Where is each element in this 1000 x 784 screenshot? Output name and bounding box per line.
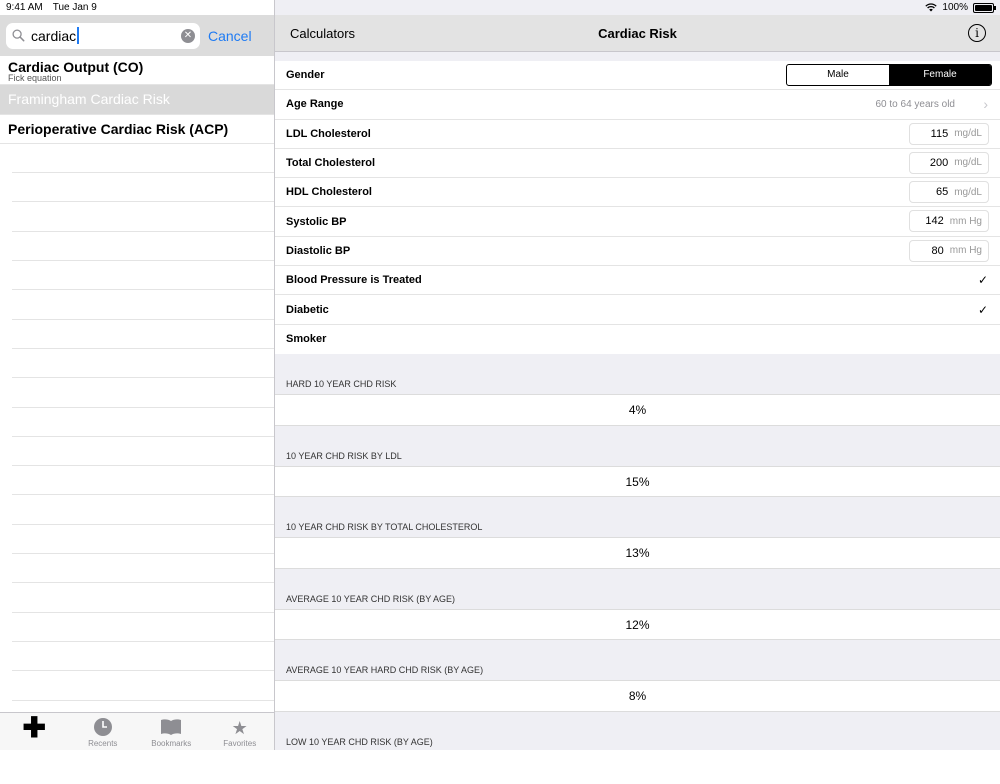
book-icon	[160, 717, 182, 739]
search-icon	[12, 29, 25, 42]
result-title: Cardiac Output (CO)	[8, 59, 144, 75]
risk-value: 4%	[275, 394, 1000, 426]
result-cardiac-output[interactable]	[0, 56, 274, 85]
ldl-row	[275, 120, 1000, 149]
risk-value: 15%	[275, 466, 1000, 498]
age-range-row[interactable]	[275, 90, 1000, 119]
page-title: Cardiac Risk	[598, 25, 677, 41]
detail-pane	[275, 0, 1000, 750]
risk-header: HARD 10 YEAR CHD RISK	[286, 379, 397, 389]
empty-row	[12, 495, 274, 524]
tab-recents[interactable]	[69, 713, 138, 750]
smoker-row[interactable]	[275, 325, 1000, 354]
result-framingham[interactable]	[0, 85, 274, 114]
diastolic-unit: mm Hg	[949, 245, 982, 257]
empty-row	[12, 349, 274, 378]
systolic-label: Systolic BP	[286, 215, 347, 228]
empty-row	[12, 320, 274, 349]
result-title: Framingham Cardiac Risk	[8, 91, 170, 108]
diabetic-label: Diabetic	[286, 303, 329, 316]
risk-form	[275, 61, 1000, 354]
tab-label: Recents	[88, 739, 118, 748]
clock-icon	[93, 717, 113, 739]
risk-value: 13%	[275, 537, 1000, 569]
hdl-row	[275, 178, 1000, 207]
chevron-right-icon: ›	[983, 96, 988, 113]
search-bar	[0, 15, 274, 56]
status-time: 9:41 AM	[6, 2, 43, 13]
empty-row	[12, 613, 274, 642]
gender-male-option[interactable]: Male	[827, 69, 849, 80]
total-cholesterol-unit: mg/dL	[954, 157, 982, 169]
tab-bookmarks[interactable]	[137, 713, 206, 750]
gender-label: Gender	[286, 69, 325, 82]
bp-treated-label: Blood Pressure is Treated	[286, 274, 422, 287]
risk-result	[275, 497, 1000, 569]
empty-row	[12, 232, 274, 261]
age-range-value: 60 to 64 years old	[875, 98, 955, 110]
risk-result	[275, 426, 1000, 498]
gender-segmented-control[interactable]	[786, 64, 992, 86]
risk-header: 10 YEAR CHD RISK BY LDL	[286, 450, 402, 461]
checkmark-icon: ✓	[977, 273, 988, 288]
risk-result	[275, 569, 1000, 641]
total-cholesterol-input[interactable]	[909, 152, 989, 174]
tab-bar	[0, 712, 274, 750]
empty-row	[12, 408, 274, 437]
risk-header: 10 YEAR CHD RISK BY TOTAL CHOLESTEROL	[286, 522, 483, 533]
risk-result	[275, 640, 1000, 712]
empty-row	[12, 554, 274, 583]
hdl-unit: mg/dL	[954, 186, 982, 198]
empty-row	[12, 583, 274, 612]
empty-row	[12, 437, 274, 466]
diastolic-row	[275, 237, 1000, 266]
ldl-label: LDL Cholesterol	[286, 127, 371, 140]
systolic-value: 142	[925, 215, 944, 228]
empty-row	[12, 525, 274, 554]
hdl-input[interactable]	[909, 181, 989, 203]
total-cholesterol-label: Total Cholesterol	[286, 157, 376, 170]
gender-row	[275, 61, 1000, 90]
cancel-button[interactable]: Cancel	[208, 27, 252, 44]
ldl-input[interactable]	[909, 123, 989, 145]
empty-row	[12, 466, 274, 495]
navigation-bar	[275, 15, 1000, 52]
empty-row	[12, 378, 274, 407]
gender-female-option[interactable]: Female	[889, 65, 991, 85]
bp-treated-row[interactable]	[275, 266, 1000, 295]
clear-icon[interactable]: ✕	[181, 29, 195, 43]
tab-label: Bookmarks	[151, 739, 192, 748]
risk-results	[275, 354, 1000, 784]
risk-header: LOW 10 YEAR CHD RISK (BY AGE)	[286, 736, 433, 747]
empty-row	[12, 173, 274, 202]
status-bar	[0, 0, 1000, 15]
info-icon[interactable]: i	[968, 24, 986, 42]
battery-percent: 100%	[942, 2, 968, 13]
systolic-input[interactable]	[909, 210, 989, 232]
risk-value: 8%	[275, 680, 1000, 712]
risk-header: AVERAGE 10 YEAR HARD CHD RISK (BY AGE)	[286, 665, 484, 676]
ldl-unit: mg/dL	[954, 128, 982, 140]
risk-value: 12%	[275, 609, 1000, 641]
back-button[interactable]: Calculators	[290, 25, 356, 41]
empty-row	[12, 671, 274, 700]
age-range-label: Age Range	[286, 98, 344, 111]
result-title: Perioperative Cardiac Risk (ACP)	[8, 120, 229, 137]
plus-icon: ✚	[22, 712, 46, 743]
empty-row	[12, 202, 274, 231]
diastolic-value: 80	[931, 244, 944, 257]
battery-fill	[975, 5, 992, 11]
systolic-unit: mm Hg	[949, 215, 982, 227]
total-cholesterol-value: 200	[929, 156, 949, 169]
star-icon: ★	[231, 718, 248, 738]
result-subtitle: Fick equation	[8, 73, 62, 83]
empty-row	[12, 642, 274, 671]
hdl-label: HDL Cholesterol	[286, 186, 372, 199]
risk-result	[275, 354, 1000, 426]
diastolic-label: Diastolic BP	[286, 244, 351, 257]
systolic-row	[275, 207, 1000, 236]
empty-row	[12, 290, 274, 319]
ldl-value: 115	[930, 127, 949, 140]
tab-favorites[interactable]	[206, 713, 275, 750]
risk-result	[275, 712, 1000, 784]
diastolic-input[interactable]	[909, 240, 989, 262]
search-query: cardiac	[31, 27, 79, 44]
tab-label: Favorites	[223, 739, 257, 748]
smoker-label: Smoker	[286, 333, 327, 346]
battery-icon	[973, 3, 994, 13]
total-cholesterol-row	[275, 149, 1000, 178]
empty-row	[12, 261, 274, 290]
hdl-value: 65	[935, 186, 949, 199]
checkmark-icon: ✓	[977, 302, 988, 317]
wifi-icon	[925, 3, 937, 12]
search-input[interactable]	[6, 23, 200, 49]
risk-header: AVERAGE 10 YEAR CHD RISK (BY AGE)	[286, 593, 456, 604]
search-results	[0, 56, 274, 701]
sidebar	[0, 0, 275, 750]
text-cursor	[77, 27, 79, 44]
status-date: Tue Jan 9	[52, 2, 97, 13]
tab-add[interactable]	[0, 713, 69, 750]
empty-row	[12, 144, 274, 173]
diabetic-row[interactable]	[275, 295, 1000, 324]
result-perioperative[interactable]	[0, 115, 274, 144]
